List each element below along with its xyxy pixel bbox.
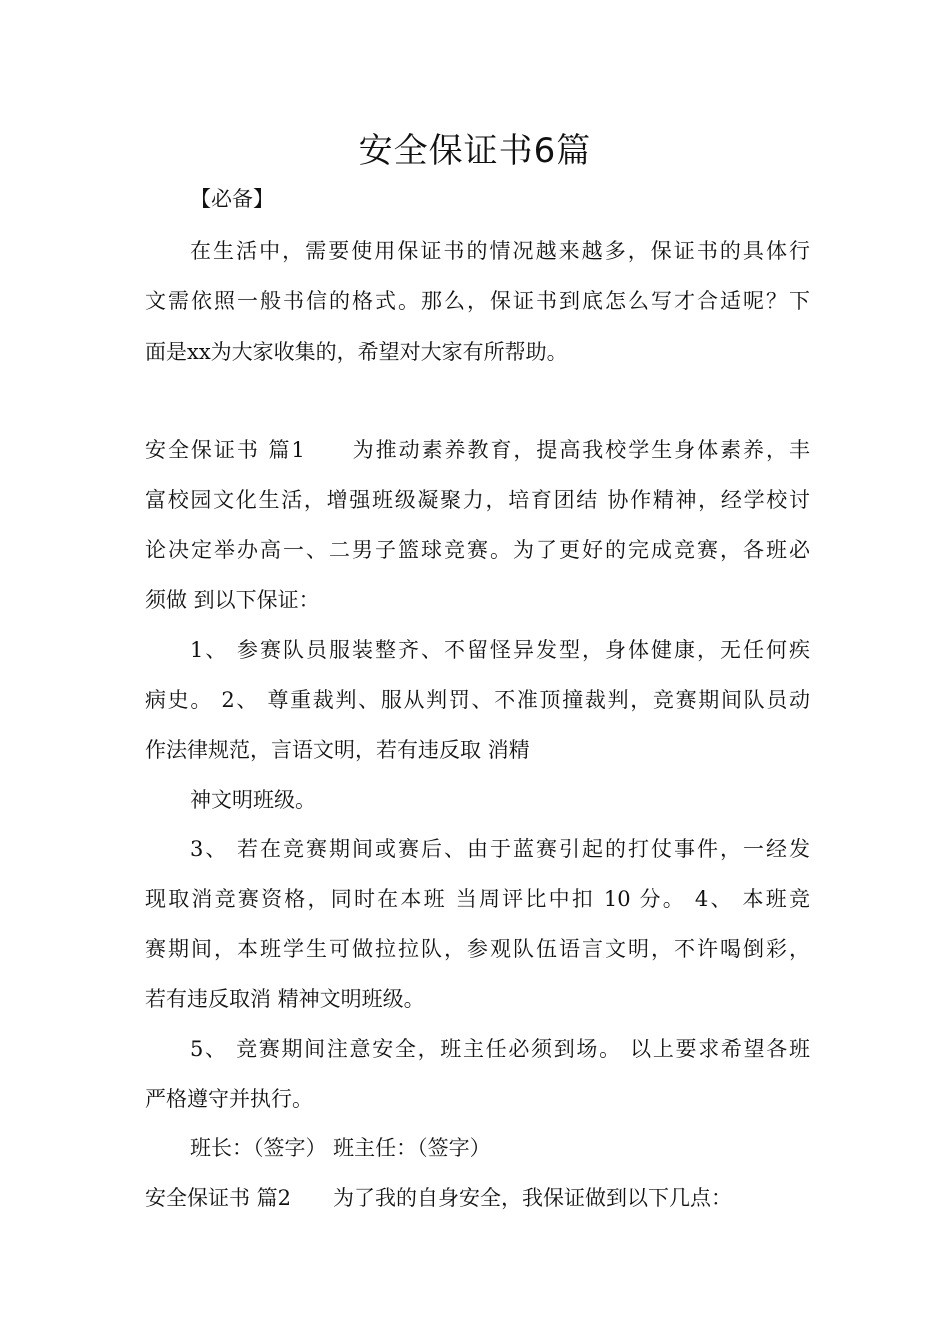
section-2-line-1: 安全保证书 篇2 为了我的自身安全，我保证做到以下几点： xyxy=(145,1186,733,1210)
item-4-line-2: 赛期间，本班学生可做拉拉队，参观队伍语言文明，不许喝倒彩， xyxy=(145,937,810,961)
document-title: 安全保证书6篇 xyxy=(358,131,592,171)
intro-tag: 【必备】 xyxy=(190,187,274,211)
item-2-line-3: 神文明班级。 xyxy=(190,788,316,812)
item-3-line-2: 现取消竞赛资格，同时在本班 当周评比中扣 10 分。 4、 本班竞 xyxy=(145,887,810,911)
item-1-line-1: 1、 参赛队员服装整齐、不留怪异发型，身体健康，无任何疾 xyxy=(190,638,810,662)
section-1-line-2: 富校园文化生活，增强班级凝聚力，培育团结 协作精神，经学校讨 xyxy=(145,488,810,512)
section-1-line-1: 安全保证书 篇1 为推动素养教育，提高我校学生身体素养，丰 xyxy=(145,438,810,462)
item-4-line-3: 若有违反取消 精神文明班级。 xyxy=(145,987,425,1011)
signature-line: 班长：（签字） 班主任：（签字） xyxy=(190,1136,491,1160)
item-5-line-1: 5、 竞赛期间注意安全，班主任必须到场。 以上要求希望各班 xyxy=(190,1037,810,1061)
item-1-line-2: 病史。 2、 尊重裁判、服从判罚、不准顶撞裁判，竞赛期间队员动 xyxy=(145,688,810,712)
section-1-line-4: 须做 到以下保证： xyxy=(145,588,320,612)
intro-line-3: 面是xx为大家收集的，希望对大家有所帮助。 xyxy=(145,340,568,364)
intro-line-1: 在生活中，需要使用保证书的情况越来越多，保证书的具体行 xyxy=(190,239,810,263)
intro-line-2: 文需依照一般书信的格式。那么，保证书到底怎么写才合适呢？下 xyxy=(145,289,810,313)
item-2-line-2: 作法律规范，言语文明，若有违反取 消精 xyxy=(145,738,530,762)
item-5-line-2: 严格遵守并执行。 xyxy=(145,1087,313,1111)
section-1-line-3: 论决定举办高一、二男子篮球竞赛。为了更好的完成竞赛，各班必 xyxy=(145,538,810,562)
item-3-line-1: 3、 若在竞赛期间或赛后、由于蓝赛引起的打仗事件，一经发 xyxy=(190,837,810,861)
